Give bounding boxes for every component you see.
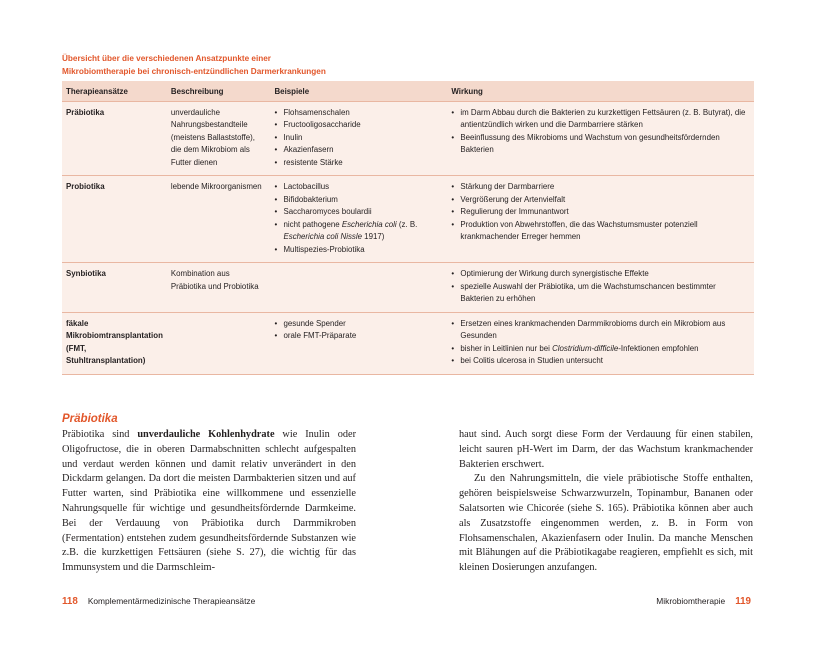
running-title-right: Mikrobiomtherapie	[656, 596, 726, 606]
effect-item: • Ersetzen eines krankmachenden Darmmikrobioms durch ein Mikrobiom aus Gesunden	[451, 318, 750, 343]
example-item: • Akazienfasern	[274, 144, 443, 157]
example-item: • gesunde Spender	[274, 318, 443, 331]
cell-approach: fäkale Mikrobiomtransplantation (FMT, Stuhltransplantation)	[62, 312, 167, 374]
header-examples: Beispiele	[270, 81, 447, 101]
table-row-synbiotics	[62, 263, 754, 313]
table-row-probiotics	[62, 176, 754, 263]
effect-item: • im Darm Abbau durch die Bakterien zu kurzkettigen Fettsäuren (z. B. Butyrat), die antientzündlich wirken und die Darmbarriere stärken	[451, 107, 750, 132]
cell-examples	[270, 176, 447, 263]
header-approach: Therapieansätze	[62, 81, 167, 101]
table-row-fmt	[62, 312, 754, 374]
example-item: • Bifidobakterium	[274, 194, 443, 207]
cell-effects	[447, 176, 754, 263]
footer-right	[656, 596, 751, 607]
example-item-ecoli: • nicht pathogene Escherichia coli (z. B. Escherichia coli Nissle 1917)	[274, 219, 443, 244]
cell-examples	[270, 312, 447, 374]
header-effects: Wirkung	[447, 81, 754, 101]
cell-approach: Synbiotika	[62, 263, 167, 313]
section-heading: Präbiotika	[62, 413, 118, 425]
effect-item: • Beeinflussung des Mikrobioms und Wachstum von gesundheitsfördernden Bakterien	[451, 132, 750, 157]
effect-item: • Produktion von Abwehrstoffen, die das Wachstumsmuster potenziell krankmachender Erreger hemmen	[451, 219, 750, 244]
cell-effects	[447, 312, 754, 374]
cell-description: unverdauliche Nahrungsbestandteile (meistens Ballaststoffe), die dem Mikrobiom als Futter dienen	[167, 101, 271, 176]
example-item: • Fructooligosaccharide	[274, 119, 443, 132]
cell-approach: Probiotika	[62, 176, 167, 263]
example-item: • Multispezies-Probiotika	[274, 244, 443, 257]
table-row-prebiotics	[62, 101, 754, 176]
cell-examples-empty	[270, 263, 447, 313]
effect-item: • Regulierung der Immunantwort	[451, 206, 750, 219]
effect-item: • spezielle Auswahl der Präbiotika, um die Wachstumschancen bestimmter Bakterien zu erhöhen	[451, 281, 750, 306]
effect-item: • bei Colitis ulcerosa in Studien untersucht	[451, 355, 750, 368]
effect-item-clostridium: • bisher in Leitlinien nur bei Clostridium-difficile-Infektionen empfohlen	[451, 343, 750, 356]
example-item: • Inulin	[274, 132, 443, 145]
paragraph: haut sind. Auch sorgt diese Form der Verdauung für einen stabilen, leicht sauren pH-Wert im Darm, der das Wachstum krankmachender Bakterien erschwert.	[459, 429, 753, 470]
page-number-right: 119	[735, 596, 751, 607]
overview-table	[62, 81, 754, 375]
footer-left	[62, 596, 255, 607]
cell-description: lebende Mikroorganismen	[167, 176, 271, 263]
paragraph: Zu den Nahrungsmitteln, die viele präbiotische Stoffe enthalten, gehören beispielsweise Schwarzwurzeln, Topinambur, Bananen oder Salatsorten wie Chicorée (siehe S. 165). Präbiotika können aber auch als Zusatzstoffe eingenommen werden, z. B. in Form von Flohsamenschalen, Akazienfasern oder Inulin. Da manche Menschen mit Blähungen auf die Präbiotikagabe reagieren, empfiehlt es sich, mit kleinen Dosierungen anzufangen.	[459, 473, 753, 574]
effect-item: • Optimierung der Wirkung durch synergistische Effekte	[451, 268, 750, 281]
example-item: • Lactobacillus	[274, 181, 443, 194]
example-item: • resistente Stärke	[274, 157, 443, 170]
right-text-column	[459, 428, 753, 576]
cell-examples	[270, 101, 447, 176]
left-text-column	[62, 428, 356, 576]
cell-description-empty	[167, 312, 271, 374]
cell-description: Kombination aus Präbiotika und Probiotika	[167, 263, 271, 313]
effect-item: • Stärkung der Darmbarriere	[451, 181, 750, 194]
effect-item: • Vergrößerung der Artenvielfalt	[451, 194, 750, 207]
example-item: • Flohsamenschalen	[274, 107, 443, 120]
cell-effects	[447, 101, 754, 176]
table-title-line1: Übersicht über die verschiedenen Ansatzpunkte einer	[62, 54, 271, 63]
running-title-left: Komplementärmedizinische Therapieansätze	[87, 596, 256, 606]
table-title-line2: Mikrobiomtherapie bei chronisch-entzündlichen Darmerkrankungen	[62, 67, 326, 76]
cell-approach: Präbiotika	[62, 101, 167, 176]
example-item: • orale FMT-Präparate	[274, 330, 443, 343]
page-number-left: 118	[62, 596, 78, 607]
paragraph: Präbiotika sind unverdauliche Kohlenhydrate wie Inulin oder Oligofructose, die in oberen Darmabschnitten schlecht aufgespalten und verdaut werden können und damit relativ unverändert in den Dickdarm gelangen. Da dort die meisten Darmbakterien sitzen und auf Futter warten, sind Präbiotika eine willkommene und essenzielle Nahrungsquelle für wichtige und gesundheitsfördernde Darmkeime. Bei der Verdauung von Präbiotika durch Darmmikroben (Fermentation) entstehen zudem gesundheitsfördernde Substanzen wie z.B. die kurzkettigen Fettsäuren (siehe S. 27), die wichtig für das Immunsystem und die Darmschleim-	[62, 429, 356, 574]
cell-effects	[447, 263, 754, 313]
table-title	[62, 52, 482, 78]
example-item: • Saccharomyces boulardii	[274, 206, 443, 219]
header-description: Beschreibung	[167, 81, 271, 101]
table-header-row	[62, 81, 754, 101]
